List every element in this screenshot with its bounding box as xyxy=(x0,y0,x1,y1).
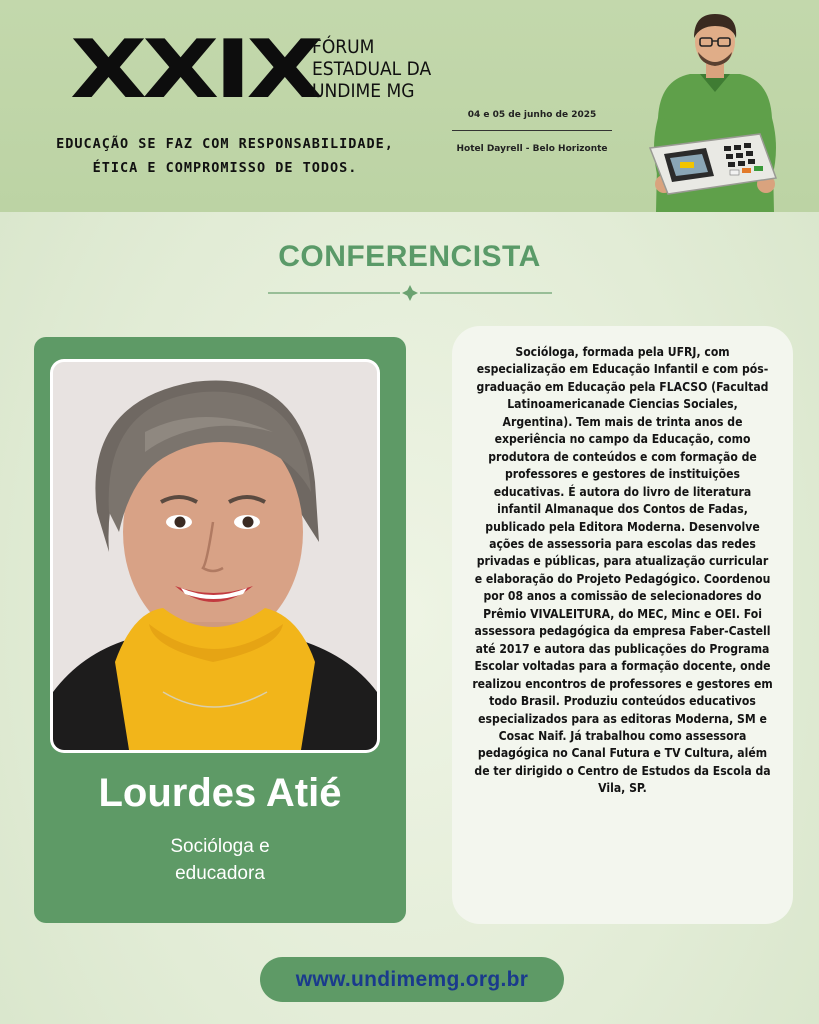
mascot-illustration xyxy=(640,8,790,212)
speaker-photo xyxy=(53,362,377,750)
ornament-divider-icon xyxy=(268,284,552,302)
forum-title-line: ESTADUAL DA xyxy=(312,58,432,80)
speaker-role xyxy=(124,833,316,887)
bio-card xyxy=(452,326,793,924)
speaker-card xyxy=(34,337,406,923)
event-divider xyxy=(452,130,612,131)
tagline-line: ÉTICA E COMPROMISSO DE TODOS. xyxy=(92,160,358,176)
speaker-role-line: educadora xyxy=(175,863,265,884)
speaker-bio: Socióloga, formada pela UFRJ, com especialização em Educação Infantil e com pós-graduação em Educação pela FLACSO (Facultad Latinoamericanade Ciencias Sociales, Argentina). Tem mais de trinta anos de experiência no campo da Educação, como produtora de conteúdos e com formação de professores e gestores de instituições educativas. É autora do livro de literatura infantil Almanaque dos Contos de Fadas, publicado pela Editora Moderna. Desenvolve ações de assessoria para escolas das redes privadas e públicas, para atualização curricular e elaboração do Projeto Pedagógico. Coordenou por 08 anos a comissão de selecionadores do Prêmio VIVALEITURA, do MEC, Minc e OEI. Foi assessora pedagógica da empresa Faber-Castell até 2017 e autora das publicações do Programa Escolar voltadas para a formação docente, onde realizou encontros de professores e gestores em todo Brasil. Produziu conteúdos educativos especializados para as editoras Moderna, SM e Cosac Naif. Já trabalhou como assessora pedagógica no Canal Futura e TV Cultura, além de ter dirigido o Centro de Estudos da Escola da Vila, SP. xyxy=(472,345,773,796)
tagline-line: EDUCAÇÃO SE FAZ COM RESPONSABILIDADE, xyxy=(56,136,394,152)
forum-title xyxy=(312,36,452,102)
website-link[interactable]: www.undimemg.org.br xyxy=(260,957,564,1002)
edition-numeral: XXIX xyxy=(70,23,319,116)
section-title: CONFERENCISTA xyxy=(278,240,541,273)
header-band xyxy=(0,0,819,212)
speaker-photo-frame xyxy=(50,359,380,753)
event-place: Hotel Dayrell - Belo Horizonte xyxy=(456,144,608,154)
speaker-role-line: Socióloga e xyxy=(170,836,270,857)
event-date: 04 e 05 de junho de 2025 xyxy=(467,110,597,120)
tagline xyxy=(40,132,410,180)
forum-title-line: UNDIME MG xyxy=(312,80,415,102)
speaker-name: Lourdes Atié xyxy=(98,771,342,815)
forum-title-line: FÓRUM xyxy=(312,36,375,58)
